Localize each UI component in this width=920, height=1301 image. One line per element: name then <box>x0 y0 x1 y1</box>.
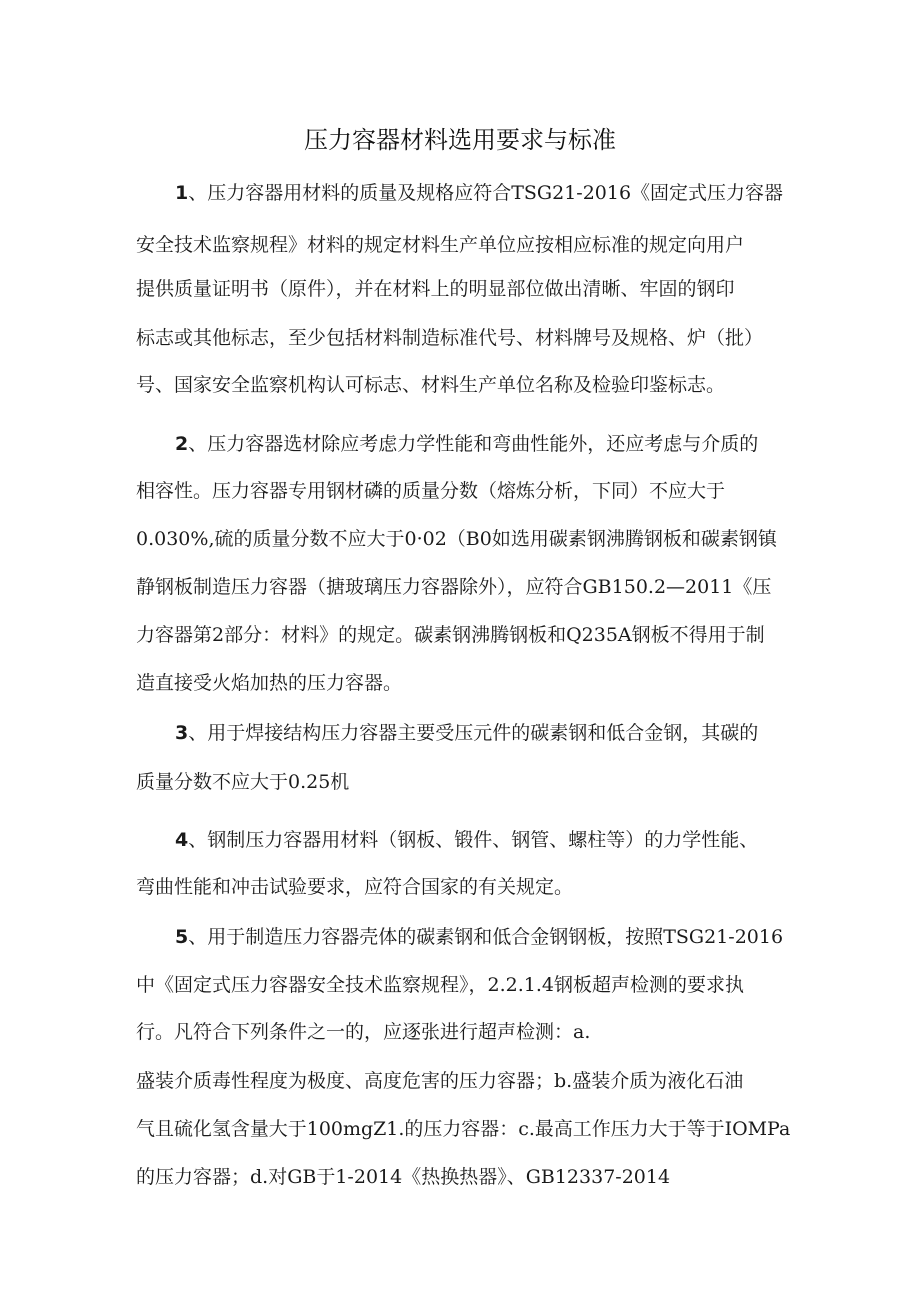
paragraph-number: 1 <box>175 182 189 204</box>
paragraph-text: 、压力容器选材除应考虑力学性能和弯曲性能外，还应考虑与介质的 <box>188 433 759 455</box>
paragraph-line: 造直接受火焰加热的压力容器。 <box>136 672 403 694</box>
paragraph-line <box>175 718 758 748</box>
paragraph-line: 号、国家安全监察机构认可标志、材料生产单位名称及检验印鉴标志。 <box>136 374 726 396</box>
paragraph-line: 0.030%,硫的质量分数不应大于0·02（B0如选用碳素钢沸腾钢板和碳素钢镇 <box>136 528 777 550</box>
paragraph-number: 2 <box>175 433 189 455</box>
paragraph-number: 5 <box>175 926 189 948</box>
paragraph-line: 质量分数不应大于0.25机 <box>136 771 350 793</box>
paragraph-line: 静钢板制造压力容器（搪玻璃压力容器除外），应符合GB150.2—2011《压 <box>136 576 772 598</box>
paragraph-line: 提供质量证明书（原件），并在材料上的明显部位做出清晰、牢固的钢印 <box>136 278 735 300</box>
paragraph-line: 弯曲性能和冲击试验要求，应符合国家的有关规定。 <box>136 876 574 898</box>
paragraph-line: 盛装介质毒性程度为极度、高度危害的压力容器；b.盛装介质为液化石油 <box>136 1070 744 1092</box>
paragraph-line: 中《固定式压力容器安全技术监察规程》，2.2.1.4钢板超声检测的要求执 <box>136 974 744 996</box>
paragraph-text: 、用于焊接结构压力容器主要受压元件的碳素钢和低合金钢，其碳的 <box>188 722 759 744</box>
paragraph-line <box>175 429 758 459</box>
paragraph-text: 、钢制压力容器用材料（钢板、锻件、钢管、螺柱等）的力学性能、 <box>188 829 759 851</box>
paragraph-number: 3 <box>175 722 189 744</box>
paragraph-line: 的压力容器；d.对GB于1-2014《热换热器》、GB12337-2014 <box>136 1166 671 1188</box>
paragraph-line <box>175 178 783 208</box>
paragraph-line <box>175 825 758 855</box>
paragraph-line: 安全技术监察规程》材料的规定材料生产单位应按相应标准的规定向用户 <box>136 234 745 256</box>
paragraph-line: 标志或其他标志，至少包括材料制造标准代号、材料牌号及规格、炉（批） <box>136 327 764 349</box>
paragraph-line <box>175 922 783 952</box>
paragraph-text: 、用于制造压力容器壳体的碳素钢和低合金钢钢板，按照TSG21-2016 <box>188 926 784 948</box>
paragraph-line: 相容性。压力容器专用钢材磷的质量分数（熔炼分析，下同）不应大于 <box>136 480 726 502</box>
document-title: 压力容器材料选用要求与标准 <box>304 126 616 154</box>
paragraph-line: 行。凡符合下列条件之一的，应逐张进行超声检测：a. <box>136 1021 591 1043</box>
paragraph-text: 、压力容器用材料的质量及规格应符合TSG21-2016《固定式压力容器 <box>188 182 784 204</box>
paragraph-line: 气且硫化氢含量大于100mgZ1.的压力容器：c.最高工作压力大于等于IOMPa <box>136 1118 791 1140</box>
paragraph-number: 4 <box>175 829 189 851</box>
paragraph-line: 力容器第2部分：材料》的规定。碳素钢沸腾钢板和Q235A钢板不得用于制 <box>136 624 765 646</box>
